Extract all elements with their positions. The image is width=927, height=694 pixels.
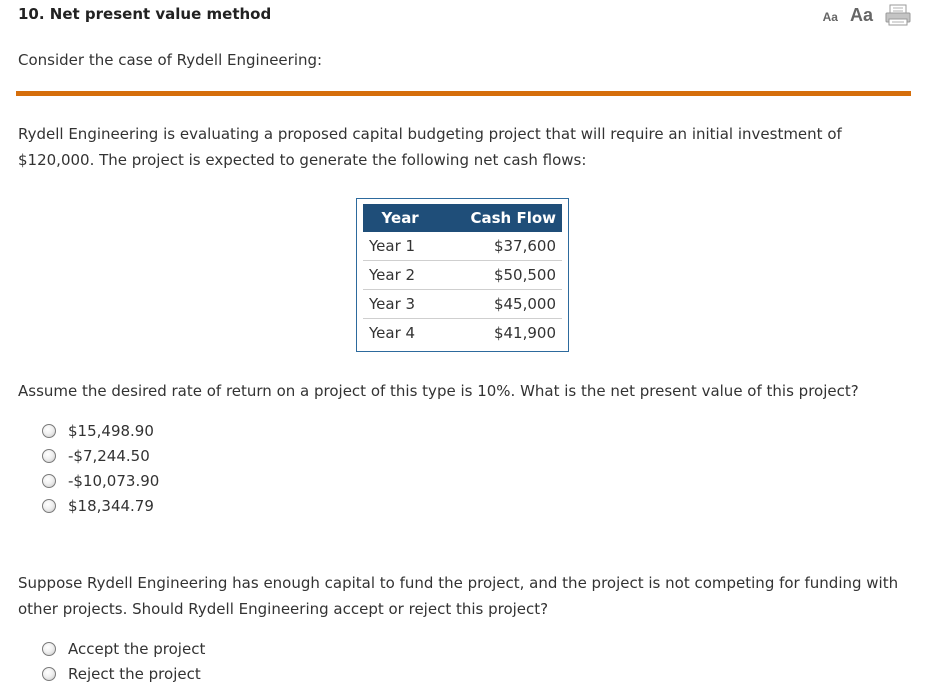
print-icon[interactable] (885, 4, 911, 26)
question2-text: Suppose Rydell Engineering has enough capital to fund the project, and the project is not competing for funding with other projects. Should Rydell Engineering accept or reject this project? (18, 574, 899, 618)
accept-option[interactable] (42, 636, 205, 661)
radio-button[interactable] (42, 667, 56, 681)
table-header-row (363, 204, 562, 232)
npv-options (42, 418, 159, 518)
table-row (363, 232, 562, 261)
radio-button[interactable] (42, 642, 56, 656)
radio-button[interactable] (42, 449, 56, 463)
decision-options (42, 636, 205, 686)
font-size-large-button[interactable]: Aa (849, 5, 873, 25)
cash-flow-cell: $41,900 (493, 324, 556, 342)
npv-option-4[interactable] (42, 493, 159, 518)
npv-option-1[interactable] (42, 418, 159, 443)
question1-text: Assume the desired rate of return on a project of this type is 10%. What is the net present value of this project? (18, 382, 859, 400)
problem-text: Rydell Engineering is evaluating a proposed capital budgeting project that will require an initial investment of $120,000. The project is expected to generate the following net cash flows: (18, 125, 842, 169)
option-label: $18,344.79 (68, 496, 154, 515)
column-header-cash-flow: Cash Flow (437, 204, 562, 232)
year-cell: Year 4 (369, 324, 416, 342)
question-title: 10. Net present value method (18, 5, 272, 23)
intro-text: Consider the case of Rydell Engineering: (18, 51, 323, 69)
npv-option-2[interactable] (42, 443, 159, 468)
year-cell: Year 1 (363, 232, 437, 261)
cash-flow-cell: $50,500 (437, 261, 562, 290)
toolbar (823, 4, 911, 26)
divider-rule (16, 91, 911, 96)
option-label: -$7,244.50 (68, 446, 150, 465)
cash-flow-cell: $45,000 (437, 290, 562, 319)
table-row (363, 319, 562, 348)
option-label: -$10,073.90 (68, 471, 160, 490)
cash-flow-table (356, 198, 569, 352)
table-row (363, 290, 562, 319)
radio-button[interactable] (42, 424, 56, 438)
option-label: Accept the project (68, 639, 206, 658)
npv-option-3[interactable] (42, 468, 159, 493)
year-cell: Year 3 (363, 290, 437, 319)
table-row (363, 261, 562, 290)
option-label: $15,498.90 (68, 421, 154, 440)
reject-option[interactable] (42, 661, 205, 686)
font-size-small-button[interactable]: Aa (822, 10, 838, 24)
cash-flow-cell: $37,600 (437, 232, 562, 261)
year-cell: Year 2 (363, 261, 437, 290)
option-label: Reject the project (68, 664, 201, 683)
column-header-year: Year (363, 204, 437, 232)
radio-button[interactable] (42, 474, 56, 488)
radio-button[interactable] (42, 499, 56, 513)
